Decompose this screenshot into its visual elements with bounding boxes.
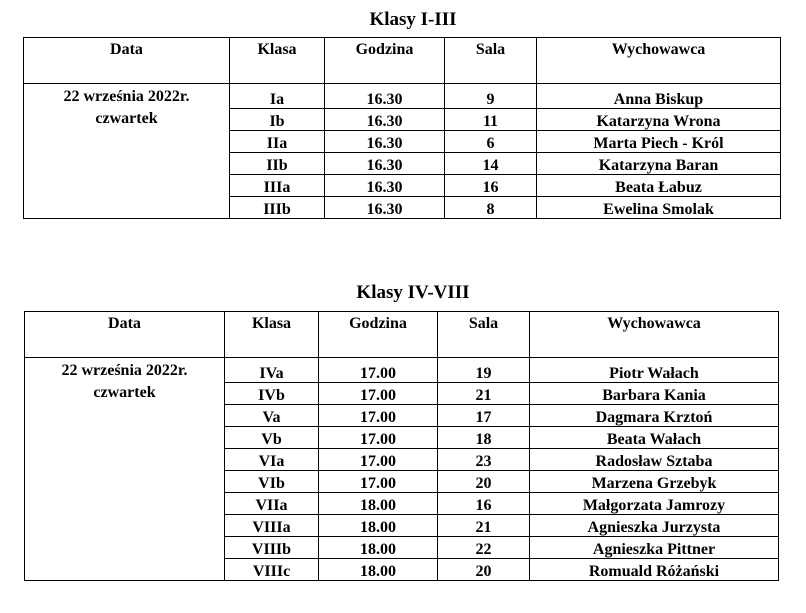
header-sala: Sala bbox=[445, 38, 537, 84]
schedule-table-klasy-iv-viii bbox=[24, 311, 779, 581]
teacher-cell: Marzena Grzebyk bbox=[530, 471, 779, 493]
class-cell: Ib bbox=[230, 109, 325, 131]
room-cell: 17 bbox=[438, 405, 530, 427]
section-title-klasy-iv-viii: Klasy IV-VIII bbox=[356, 282, 470, 303]
class-cell: Vb bbox=[225, 427, 319, 449]
time-cell: 17.00 bbox=[319, 405, 438, 427]
header-klasa: Klasa bbox=[225, 312, 319, 358]
header-sala: Sala bbox=[438, 312, 530, 358]
teacher-cell: Beata Łabuz bbox=[537, 175, 781, 197]
date-text: 22 września 2022r. bbox=[61, 362, 188, 379]
teacher-cell: Piotr Wałach bbox=[530, 358, 779, 383]
class-cell: IVa bbox=[225, 358, 319, 383]
header-wychowawca: Wychowawca bbox=[537, 38, 781, 84]
teacher-cell: Agnieszka Pittner bbox=[530, 537, 779, 559]
room-cell: 20 bbox=[438, 559, 530, 581]
time-cell: 17.00 bbox=[319, 383, 438, 405]
room-cell: 8 bbox=[445, 197, 537, 219]
schedule-table-klasy-i-iii bbox=[23, 37, 781, 219]
room-cell: 19 bbox=[438, 358, 530, 383]
teacher-cell: Agnieszka Jurzysta bbox=[530, 515, 779, 537]
table-row bbox=[25, 358, 779, 383]
class-cell: IIa bbox=[230, 131, 325, 153]
teacher-cell: Katarzyna Baran bbox=[537, 153, 781, 175]
class-cell: VIIIa bbox=[225, 515, 319, 537]
time-cell: 18.00 bbox=[319, 537, 438, 559]
room-cell: 18 bbox=[438, 427, 530, 449]
time-cell: 17.00 bbox=[319, 427, 438, 449]
teacher-cell: Ewelina Smolak bbox=[537, 197, 781, 219]
time-cell: 18.00 bbox=[319, 493, 438, 515]
table-header-row bbox=[24, 38, 781, 84]
table-row bbox=[24, 84, 781, 109]
class-cell: IVb bbox=[225, 383, 319, 405]
room-cell: 20 bbox=[438, 471, 530, 493]
time-cell: 18.00 bbox=[319, 515, 438, 537]
class-cell: Va bbox=[225, 405, 319, 427]
time-cell: 16.30 bbox=[325, 84, 445, 109]
time-cell: 17.00 bbox=[319, 358, 438, 383]
time-cell: 16.30 bbox=[325, 109, 445, 131]
time-cell: 16.30 bbox=[325, 197, 445, 219]
time-cell: 17.00 bbox=[319, 471, 438, 493]
time-cell: 16.30 bbox=[325, 153, 445, 175]
time-cell: 16.30 bbox=[325, 131, 445, 153]
class-cell: VIIIc bbox=[225, 559, 319, 581]
room-cell: 23 bbox=[438, 449, 530, 471]
class-cell: Ia bbox=[230, 84, 325, 109]
weekday-text: czwartek bbox=[93, 384, 156, 401]
class-cell: IIIa bbox=[230, 175, 325, 197]
header-data: Data bbox=[25, 312, 225, 358]
room-cell: 16 bbox=[445, 175, 537, 197]
section-title-klasy-i-iii: Klasy I-III bbox=[369, 9, 457, 30]
time-cell: 16.30 bbox=[325, 175, 445, 197]
room-cell: 16 bbox=[438, 493, 530, 515]
teacher-cell: Radosław Sztaba bbox=[530, 449, 779, 471]
table-header-row bbox=[25, 312, 779, 358]
time-cell: 18.00 bbox=[319, 559, 438, 581]
room-cell: 6 bbox=[445, 131, 537, 153]
header-godzina: Godzina bbox=[325, 38, 445, 84]
class-cell: VIIIb bbox=[225, 537, 319, 559]
time-cell: 17.00 bbox=[319, 449, 438, 471]
teacher-cell: Małgorzata Jamrozy bbox=[530, 493, 779, 515]
room-cell: 9 bbox=[445, 84, 537, 109]
teacher-cell: Romuald Różański bbox=[530, 559, 779, 581]
date-text: 22 września 2022r. bbox=[63, 88, 190, 105]
teacher-cell: Katarzyna Wrona bbox=[537, 109, 781, 131]
room-cell: 11 bbox=[445, 109, 537, 131]
class-cell: VIIa bbox=[225, 493, 319, 515]
class-cell: VIb bbox=[225, 471, 319, 493]
teacher-cell: Beata Wałach bbox=[530, 427, 779, 449]
teacher-cell: Barbara Kania bbox=[530, 383, 779, 405]
teacher-cell: Marta Piech - Król bbox=[537, 131, 781, 153]
header-wychowawca: Wychowawca bbox=[530, 312, 779, 358]
room-cell: 14 bbox=[445, 153, 537, 175]
teacher-cell: Dagmara Krztoń bbox=[530, 405, 779, 427]
class-cell: IIb bbox=[230, 153, 325, 175]
room-cell: 21 bbox=[438, 383, 530, 405]
header-data: Data bbox=[24, 38, 230, 84]
header-godzina: Godzina bbox=[319, 312, 438, 358]
date-cell bbox=[25, 358, 225, 581]
room-cell: 22 bbox=[438, 537, 530, 559]
room-cell: 21 bbox=[438, 515, 530, 537]
weekday-text: czwartek bbox=[95, 110, 158, 127]
date-cell bbox=[24, 84, 230, 219]
header-klasa: Klasa bbox=[230, 38, 325, 84]
class-cell: VIa bbox=[225, 449, 319, 471]
teacher-cell: Anna Biskup bbox=[537, 84, 781, 109]
class-cell: IIIb bbox=[230, 197, 325, 219]
